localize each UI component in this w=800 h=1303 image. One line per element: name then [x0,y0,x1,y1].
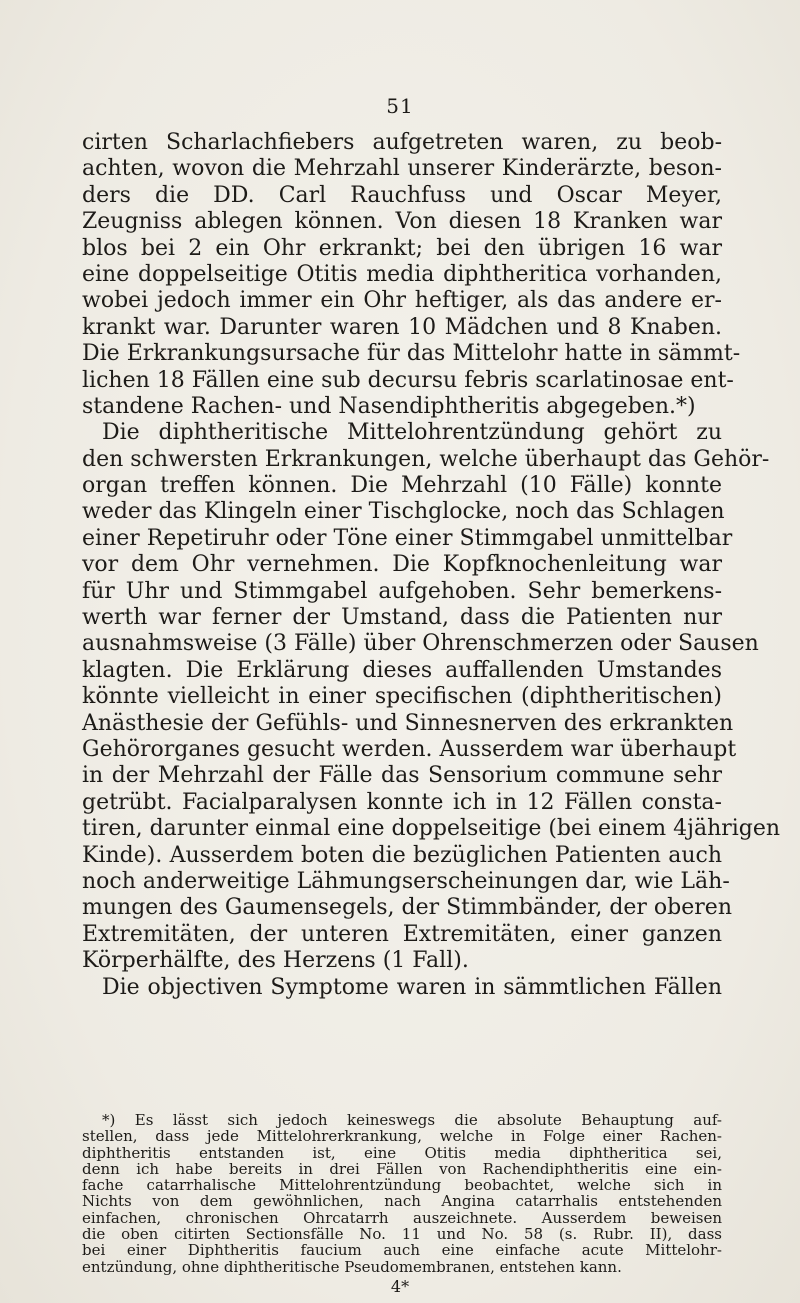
signature-mark: 4* [390,1277,410,1296]
text-line: ders die DD. Carl Rauchfuss und Oscar Meyer, [82,182,722,208]
text-line: weder das Klingeln einer Tischglocke, noch das Schlagen [82,499,725,525]
text-line: getrübt. Facialparalysen konnte ich in 12 Fällen consta- [82,789,722,815]
text-line: klagten. Die Erklärung dieses auffallenden Umstandes [82,657,722,683]
body-text [82,130,781,1001]
text-line: ausnahmsweise (3 Fälle) über Ohrenschmerzen oder Sausen [82,631,759,657]
text-line: achten, wovon die Mehrzahl unserer Kinderärzte, beson- [82,156,722,182]
text-line: Kinde). Ausserdem boten die bezüglichen Patienten auch [82,842,722,868]
text-line: Die objectiven Symptome waren in sämmtlichen Fällen [102,974,722,1000]
text-line: eine doppelseitige Otitis media diphtheritica vorhanden, [82,261,722,287]
text-line: Zeugniss ablegen können. Von diesen 18 Kranken war [82,209,722,235]
footnote-line: stellen, dass jede Mittelohrerkrankung, welche in Folge einer Rachen- [82,1127,722,1146]
text-line: blos bei 2 ein Ohr erkrankt; bei den übrigen 16 war [82,235,722,261]
footnote-line: diphtheritis entstanden ist, eine Otitis media diphtheritica sei, [82,1143,722,1162]
text-line: den schwersten Erkrankungen, welche überhaupt das Gehör- [82,446,770,472]
text-line: organ treffen können. Die Mehrzahl (10 Fälle) konnte [82,473,722,499]
footnote-line: einfachen, chronischen Ohrcatarrh auszeichnete. Ausserdem beweisen [82,1208,722,1227]
text-line: einer Repetiruhr oder Töne einer Stimmgabel unmittelbar [82,525,733,551]
text-line: vor dem Ohr vernehmen. Die Kopfknochenleitung war [82,552,722,578]
text-line: Die diphtheritische Mittelohrentzündung gehört zu [102,420,722,446]
footnote-line: fache catarrhalische Mittelohrentzündung beobachtet, welche sich in [82,1176,722,1195]
text-line: Gehörorganes gesucht werden. Ausserdem war überhaupt [82,736,737,762]
footnote-line: entzündung, ohne diphtheritische Pseudomembranen, entstehen kann. [82,1257,622,1276]
footnote-line: *) Es lässt sich jedoch keineswegs die absolute Behauptung auf- [102,1111,722,1129]
text-line: cirten Scharlachfiebers aufgetreten waren, zu beob- [82,130,722,155]
text-line: krankt war. Darunter waren 10 Mädchen und 8 Knaben. [82,314,722,340]
text-line: könnte vielleicht in einer specifischen (diphtheritischen) [82,684,722,710]
text-line: noch anderweitige Lähmungserscheinungen dar, wie Läh- [82,868,730,894]
text-line: lichen 18 Fällen eine sub decursu febris scarlatinosae ent- [82,367,734,393]
footnote [82,1112,722,1275]
text-line: wobei jedoch immer ein Ohr heftiger, als das andere er- [82,288,722,314]
text-line: Die Erkrankungsursache für das Mittelohr hatte in sämmt- [82,341,741,367]
footnote-line: Nichts von dem gewöhnlichen, nach Angina catarrhalis entstehenden [82,1192,722,1211]
text-line: Extremitäten, der unteren Extremitäten, einer ganzen [82,921,722,947]
text-line: Körperhälfte, des Herzens (1 Fall). [82,948,469,974]
text-line: tiren, darunter einmal eine doppelseitige (bei einem 4jährigen [82,816,781,842]
text-line: in der Mehrzahl der Fälle das Sensorium commune sehr [82,763,722,789]
footnote-line: bei einer Diphtheritis faucium auch eine einfache acute Mittelohr- [82,1241,722,1260]
text-line: für Uhr und Stimmgabel aufgehoben. Sehr bemerkens- [82,578,722,604]
text-line: standene Rachen- und Nasendiphtheritis abgegeben.*) [82,393,696,419]
footnote-line: denn ich habe bereits in drei Fällen von Rachendiphtheritis eine ein- [82,1159,722,1178]
page-number: 51 [386,94,414,118]
text-line: Anästhesie der Gefühls- und Sinnesnerven des erkrankten [82,710,734,736]
text-line: mungen des Gaumensegels, der Stimmbänder, der oberen [82,895,732,921]
text-line: werth war ferner der Umstand, dass die Patienten nur [82,605,722,631]
footnote-line: die oben citirten Sectionsfälle No. 11 und No. 58 (s. Rubr. II), dass [82,1225,722,1244]
